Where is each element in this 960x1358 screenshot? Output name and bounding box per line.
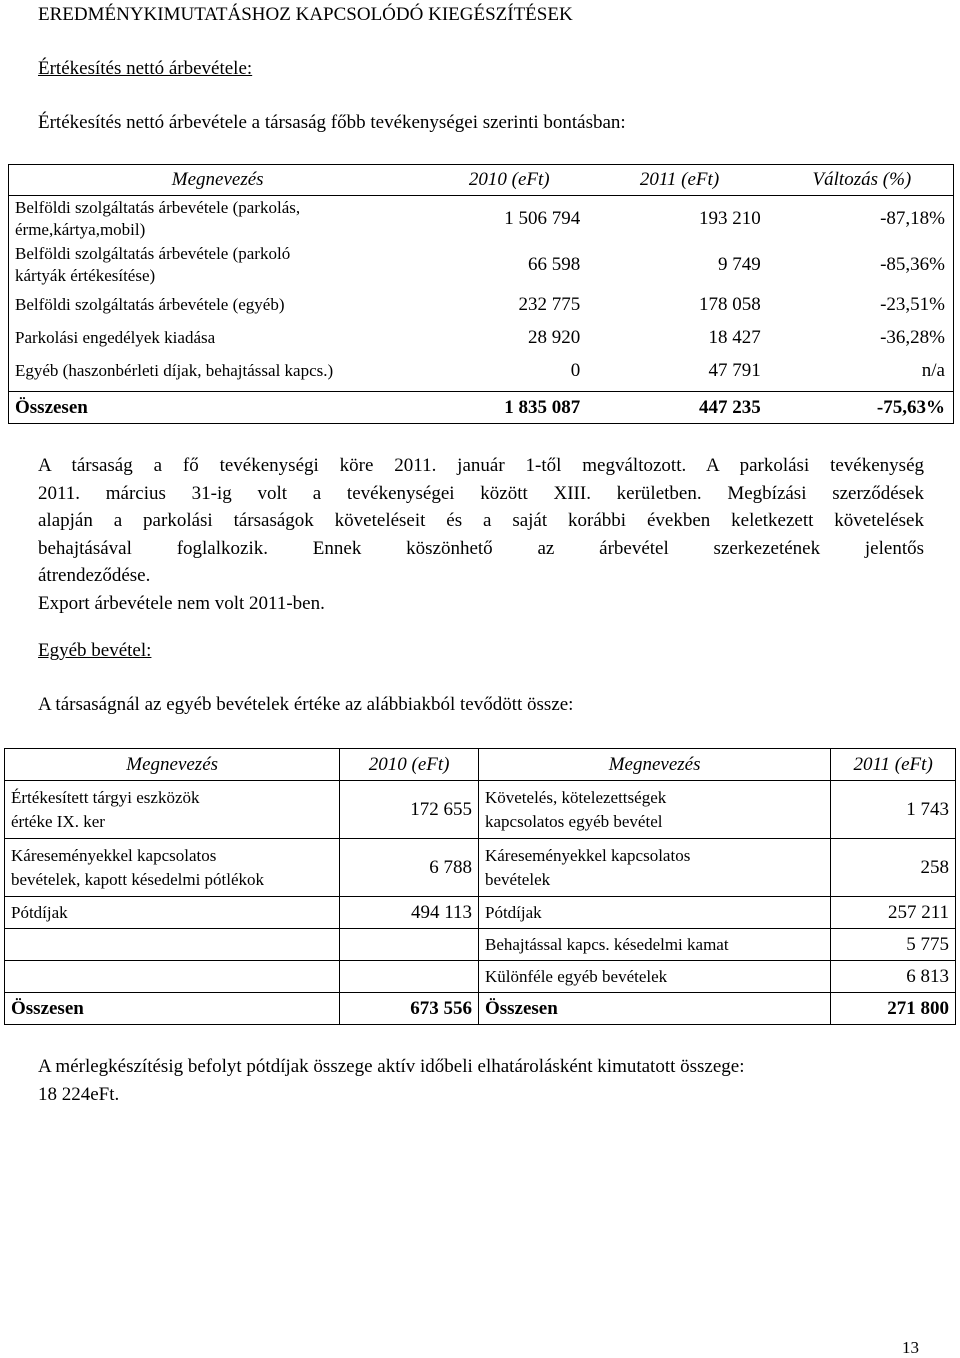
value-2011: 258 [831, 839, 956, 897]
total-row [9, 392, 954, 424]
value-2010: 6 788 [340, 839, 479, 897]
value-2010: 1 506 794 [504, 208, 581, 229]
row-label: Belföldi szolgáltatás árbevétele (egyéb) [15, 294, 285, 314]
label-line: Értékesített tárgyi eszközök [11, 787, 200, 807]
change-percent: -36,28% [880, 326, 945, 348]
label-line: kapcsolatos egyéb bevétel [484, 811, 663, 831]
row-label-line: érme,kártya,mobil) [15, 220, 146, 239]
right-label [478, 839, 830, 897]
left-label [5, 839, 340, 897]
page-heading: EREDMÉNYKIMUTATÁSHOZ KAPCSOLÓDÓ KIEGÉSZÍTÉSEK [38, 4, 573, 25]
table-row [5, 781, 956, 839]
row-label-line: Belföldi szolgáltatás árbevétele (parkoló [15, 244, 291, 263]
change-percent: -23,51% [880, 293, 945, 315]
closing-note: A mérlegkészítésig befolyt pótdíjak összege aktív időbeli elhatárolásként kimutatott összege: [38, 1056, 745, 1077]
left-label [5, 781, 340, 839]
value-2010 [340, 961, 479, 993]
right-label [478, 781, 830, 839]
table-header-row [5, 749, 956, 781]
label-line: Káreseményekkel kapcsolatos [484, 845, 691, 865]
section1-intro: Értékesítés nettó árbevétele a társaság főbb tevékenységei szerinti bontásban: [38, 112, 626, 133]
right-label: Behajtással kapcs. késedelmi kamat [478, 929, 830, 961]
column-header: 2011 (eFt) [639, 169, 720, 190]
value-2011: 1 743 [831, 781, 956, 839]
total-2011: 271 800 [831, 993, 956, 1025]
table-row [9, 288, 954, 321]
table-row [9, 242, 954, 288]
total-change: -75,63% [876, 396, 945, 418]
value-2010: 66 598 [527, 254, 581, 275]
row-label [9, 242, 433, 288]
label-line: Káreseményekkel kapcsolatos [11, 845, 217, 865]
value-2011: 9 749 [718, 254, 761, 275]
export-note: Export árbevétele nem volt 2011-ben. [38, 592, 325, 614]
row-label-line: kártyák értékesítése) [15, 266, 156, 285]
row-label: Egyéb (haszonbérleti díjak, behajtással kapcs.) [15, 360, 334, 380]
column-header: Változás (%) [812, 169, 912, 190]
column-header: 2010 (eFt) [468, 169, 550, 190]
row-label-line: Belföldi szolgáltatás árbevétele (parkolás, [15, 198, 301, 217]
value-2011: 178 058 [699, 293, 761, 315]
left-label: Pótdíjak [5, 897, 340, 929]
column-header: 2011 (eFt) [831, 749, 956, 781]
total-2011: 447 235 [699, 396, 761, 418]
table-row [9, 354, 954, 392]
table-row [5, 961, 956, 993]
row-label [9, 196, 433, 243]
explanation-paragraph [38, 452, 924, 617]
section2-title: Egyéb bevétel: [38, 640, 152, 661]
label-line: Követelés, kötelezettségek [484, 787, 667, 807]
value-2010: 232 775 [518, 293, 581, 315]
paragraph-line: behajtásával foglalkozik. Ennek köszönhető az árbevétel szerkezetének jelentős [38, 537, 924, 559]
value-2010: 172 655 [340, 781, 479, 839]
change-percent: -87,18% [880, 208, 945, 229]
table-row [9, 321, 954, 354]
right-label: Pótdíjak [478, 897, 830, 929]
total-label: Összesen [15, 396, 88, 418]
total-2010: 673 556 [340, 993, 479, 1025]
left-label [5, 929, 340, 961]
value-2011: 193 210 [699, 208, 761, 229]
value-2010 [340, 929, 479, 961]
table-header-row [9, 165, 954, 196]
column-header: 2010 (eFt) [340, 749, 479, 781]
table-row [5, 929, 956, 961]
row-label: Parkolási engedélyek kiadása [15, 327, 216, 347]
change-percent: -85,36% [880, 254, 945, 275]
column-header: Megnevezés [5, 749, 340, 781]
section1-title: Értékesítés nettó árbevétele: [38, 58, 253, 79]
total-label: Összesen [478, 993, 830, 1025]
table-row [5, 839, 956, 897]
value-2011: 47 791 [708, 359, 761, 381]
value-2010: 494 113 [340, 897, 479, 929]
value-2011: 5 775 [831, 929, 956, 961]
column-header: Megnevezés [171, 169, 264, 190]
total-row [5, 993, 956, 1025]
label-line: értéke IX. ker [11, 811, 105, 831]
change-percent: n/a [921, 359, 945, 381]
left-label [5, 961, 340, 993]
paragraph-line: 2011. március 31-ig volt a tevékenységei között XIII. kerületben. Megbízási szerződések [38, 482, 924, 504]
revenue-table [8, 164, 954, 424]
value-2011: 6 813 [831, 961, 956, 993]
label-line: bevételek [484, 869, 551, 889]
other-income-table [4, 748, 956, 1025]
section2-intro: A társaságnál az egyéb bevételek értéke az alábbiakból tevődött össze: [38, 694, 574, 715]
total-2010: 1 835 087 [504, 396, 581, 418]
table-row [9, 196, 954, 243]
right-label: Különféle egyéb bevételek [478, 961, 830, 993]
value-2011: 18 427 [708, 326, 761, 348]
page-number: 13 [902, 1338, 919, 1357]
column-header: Megnevezés [478, 749, 830, 781]
paragraph-line: átrendeződése. [38, 565, 151, 586]
table-row [5, 897, 956, 929]
total-label: Összesen [5, 993, 340, 1025]
value-2010: 0 [570, 359, 581, 381]
value-2011: 257 211 [831, 897, 956, 929]
paragraph-line: alapján a parkolási társaságok követeléseit és a saját korábbi években keletkezett követelések [38, 510, 924, 531]
closing-amount: 18 224eFt. [38, 1084, 120, 1105]
paragraph-line: A társaság a fő tevékenységi köre 2011. január 1-től megváltozott. A parkolási tevékenység [38, 455, 924, 476]
label-line: bevételek, kapott késedelmi pótlékok [11, 869, 265, 889]
value-2010: 28 920 [527, 326, 581, 348]
